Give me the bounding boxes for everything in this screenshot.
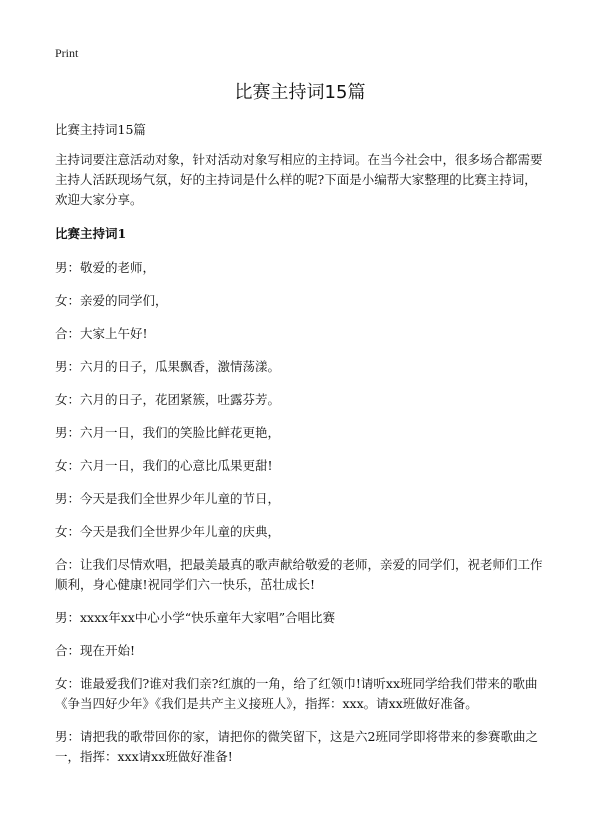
dialogue-line: 男：六月一日，我们的笑脸比鲜花更艳， (55, 425, 281, 440)
dialogue-line: 女：谁最爱我们?谁对我们亲?红旗的一角，给了红领巾!请听xx班同学给我们带来的歌曲《争当四好少年》《我们是共产主义接班人》，指挥：xxx。请xx班做好准备。 (55, 676, 538, 711)
print-link[interactable]: Print (55, 46, 79, 60)
document-body (55, 120, 545, 780)
dialogue-line: 女：亲爱的同学们， (55, 293, 168, 308)
dialogue-line: 男：六月的日子，瓜果飘香，激情荡漾。 (55, 359, 281, 374)
dialogue-line: 合：现在开始! (55, 643, 136, 658)
section-heading: 比赛主持词1 (55, 226, 127, 241)
dialogue-line: 合：大家上午好! (55, 326, 148, 341)
document-subtitle: 比赛主持词15篇 (55, 122, 146, 137)
dialogue-line: 女：六月一日，我们的心意比瓜果更甜! (55, 458, 273, 473)
dialogue-line: 男：xxxx年xx中心小学“快乐童年大家唱”合唱比赛 (55, 610, 336, 625)
dialogue-line: 女：六月的日子，花团紧簇，吐露芬芳。 (55, 392, 281, 407)
dialogue-line: 女：今天是我们全世界少年儿童的庆典， (55, 524, 281, 539)
page-title: 比赛主持词15篇 (234, 82, 366, 103)
dialogue-line: 合：让我们尽情欢唱，把最美最真的歌声献给敬爱的老师，亲爱的同学们，祝老师们工作顺利，身心健康!祝同学们六一快乐，茁壮成长! (55, 557, 543, 592)
dialogue-line: 男：请把我的歌带回你的家，请把你的微笑留下，这是六2班同学即将带来的参赛歌曲之一，指挥：xxx请xx班做好准备! (55, 729, 538, 764)
dialogue-line: 男：敬爱的老师， (55, 260, 156, 275)
intro-paragraph: 主持词要注意活动对象，针对活动对象写相应的主持词。在当今社会中，很多场合都需要主持人活跃现场气氛，好的主持词是什么样的呢?下面是小编帮大家整理的比赛主持词，欢迎大家分享。 (55, 152, 543, 207)
dialogue-line: 男：今天是我们全世界少年儿童的节日， (55, 491, 281, 506)
